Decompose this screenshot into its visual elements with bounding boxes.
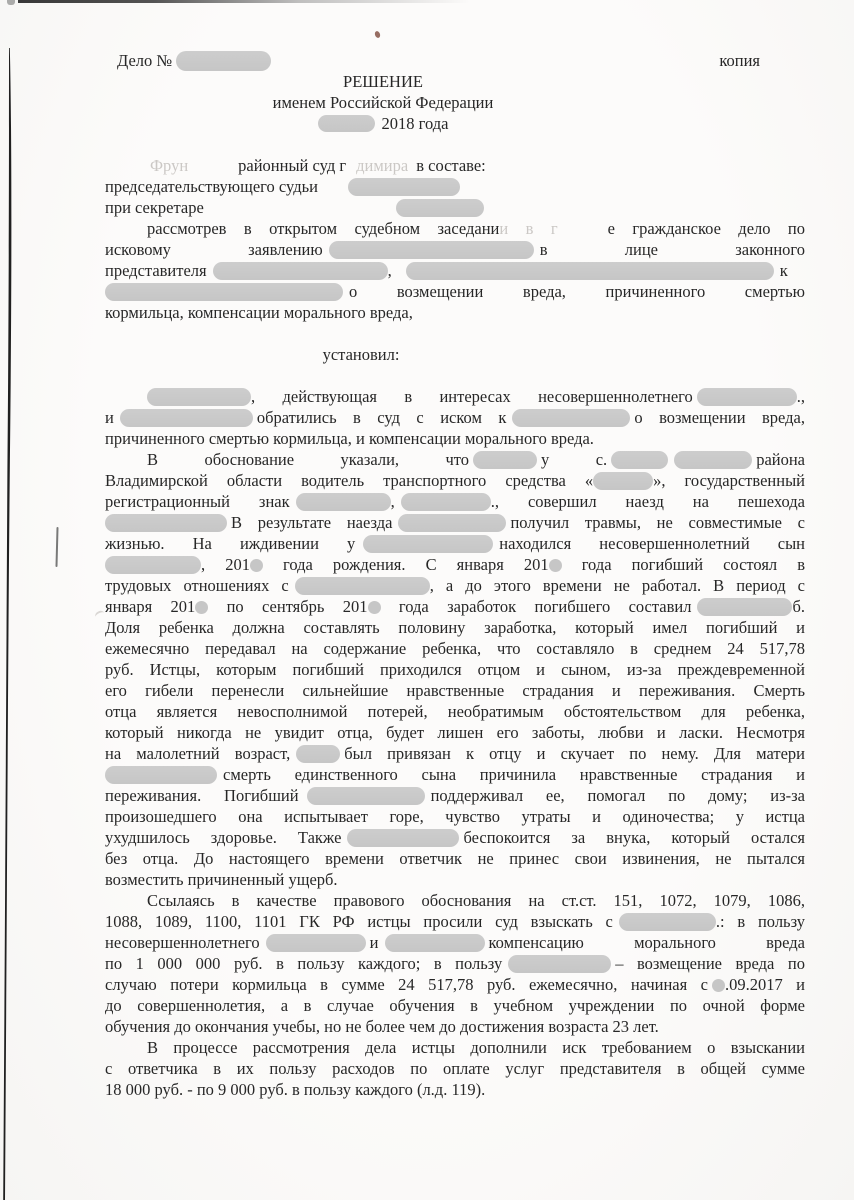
text-run: Ссылаясь в качестве правового обоснования на ст.ст. 151, 1072, 1079, 1086, <box>147 891 805 910</box>
text-run: с ответчика в их пользу расходов по оплате услуг представителя в общей сумме <box>105 1059 805 1078</box>
redaction-dot <box>368 601 381 614</box>
redaction-pill <box>363 535 493 553</box>
spacer <box>105 905 147 906</box>
text-run: В процессе рассмотрения дела истцы дополнили иск требованием о взыскании <box>147 1038 805 1057</box>
spacer <box>105 401 147 402</box>
spacer <box>607 464 611 465</box>
redaction-dot <box>250 559 263 572</box>
redaction-pill <box>385 934 485 952</box>
document-line <box>105 848 805 869</box>
case-number <box>117 50 271 71</box>
text-run: возместить причиненный ущерб. <box>105 870 338 889</box>
spacer <box>346 170 356 171</box>
copy-label: копия <box>719 51 760 70</box>
centered-line <box>105 344 617 365</box>
document-line <box>105 785 805 806</box>
document-line <box>105 176 805 197</box>
redaction-pill <box>406 262 774 280</box>
spacer <box>114 422 120 423</box>
document-line <box>105 743 805 764</box>
document-line <box>105 155 805 176</box>
text-run: о возмещении вреда, <box>634 408 805 427</box>
text-run: председательствующего судьи <box>105 177 318 196</box>
text-run: представителя <box>105 261 207 280</box>
scan-spine-line <box>0 0 16 1200</box>
text-run: компенсацию морального вреда <box>488 933 805 952</box>
spacer <box>188 170 238 171</box>
text-run: о возмещении вреда, причиненного смертью <box>349 282 805 301</box>
document-line <box>105 239 805 260</box>
spacer <box>392 275 406 276</box>
spacer <box>668 464 674 465</box>
redaction-pill <box>473 451 537 469</box>
text-run: ., совершил наезд на пешехода <box>490 492 805 511</box>
redaction-pill <box>318 115 375 132</box>
text-run: по сентябрь 201 <box>208 597 368 616</box>
redaction-pill <box>674 451 752 469</box>
decision-date-line <box>105 113 661 134</box>
redaction-pill <box>401 493 491 511</box>
spacer <box>708 989 712 990</box>
text-run: обратились в суд с иском к <box>256 408 507 427</box>
text-run: января 201 <box>105 597 196 616</box>
document-line <box>105 386 805 407</box>
redaction-pill <box>508 955 611 973</box>
redaction-pill <box>266 934 366 952</box>
document-line <box>105 197 805 218</box>
text-run: находился несовершеннолетний сын <box>499 534 805 553</box>
redaction-pill <box>398 514 506 532</box>
text-run: 18 000 руб. - по 9 000 руб. в пользу каждого (л.д. 119). <box>105 1080 486 1099</box>
redaction-dot <box>712 979 725 992</box>
document-line <box>105 974 805 995</box>
ghost-text: Фрун <box>150 156 189 175</box>
spacer <box>558 233 608 234</box>
text-run: исковому заявлению <box>105 240 323 259</box>
spacer <box>408 170 416 171</box>
spacer <box>105 1052 147 1053</box>
text-run: , <box>387 261 392 280</box>
document-line <box>105 470 805 491</box>
document-line <box>105 365 805 386</box>
text-run: по 1 000 000 руб. в пользу каждого; в пользу <box>105 954 503 973</box>
spacer <box>323 254 329 255</box>
text-run: , а до этого времени не работал. В период с <box>429 576 805 595</box>
text-run: его гибели перенесли сильнейшие нравственные страдания и переживания. Смерть <box>105 681 805 700</box>
text-run: получил травмы, не совместимые с <box>510 513 805 532</box>
redaction-pill <box>329 241 534 259</box>
document-line <box>105 701 805 722</box>
spacer <box>469 464 473 465</box>
redaction-pill <box>296 493 391 511</box>
spacer <box>693 401 697 402</box>
redaction-pill <box>213 262 388 280</box>
redaction-pill <box>147 388 251 406</box>
decision-heading <box>105 71 661 134</box>
text-run: рассмотрев в открытом судебном заседани <box>147 219 500 238</box>
document-line <box>105 764 805 785</box>
text-run: и <box>105 408 114 427</box>
text-run: , действующая в интересах несовершеннолетнего <box>251 387 693 406</box>
text-run: и <box>369 933 379 952</box>
document-line <box>105 638 805 659</box>
text-run: в лице законного <box>539 240 805 259</box>
document-line <box>105 932 805 953</box>
text-run: случаю потери кормильца в сумме 24 517,78 руб. ежемесячно, начиная с <box>105 975 708 994</box>
text-run: причиненного смертью кормильца, и компенсации морального вреда. <box>105 429 594 448</box>
redaction-pill <box>105 283 343 301</box>
redaction-pill <box>296 745 340 763</box>
document-line <box>105 575 805 596</box>
spacer <box>318 191 348 192</box>
text-run: е гражданское дело по <box>607 219 805 238</box>
text-run: , 201 <box>201 555 250 574</box>
text-run: был привязан к отцу и скучает по нему. Для матери <box>344 744 805 763</box>
document-line <box>105 491 805 512</box>
redaction-pill <box>120 409 253 427</box>
text-run: у с. <box>541 450 608 469</box>
text-run: отца является невосполнимой потерей, необратимым обстоятельством для ребенка, <box>105 702 805 721</box>
text-run: при секретаре <box>105 198 204 217</box>
document-line <box>105 1037 805 1058</box>
redaction-pill <box>593 472 653 490</box>
decision-title: РЕШЕНИЕ <box>343 72 423 91</box>
text-run: Доля ребенка должна составлять половину заработка, который имел погибший и <box>105 618 805 637</box>
decision-subtitle: именем Российской Федерации <box>272 93 494 112</box>
text-run: года погибший состоял в <box>561 555 805 574</box>
text-run: ., <box>796 387 805 406</box>
document-line <box>105 134 805 155</box>
spacer <box>105 233 147 234</box>
redaction-pill <box>347 829 459 847</box>
document-line <box>105 869 805 890</box>
scan-top-edge-artifact <box>18 0 470 3</box>
document-body <box>105 134 805 1100</box>
text-run: кормильца, компенсации морального вреда, <box>105 303 413 322</box>
spacer <box>105 170 150 171</box>
redaction-pill <box>105 514 227 532</box>
text-run: до совершеннолетия, а в случае обучения в учебном учреждении по очной форме <box>105 996 805 1015</box>
document-content <box>105 50 805 1100</box>
document-line <box>105 911 805 932</box>
text-run: без отца. До настоящего времени ответчик не принес свои извинения, не пытался <box>105 849 805 868</box>
document-line <box>105 533 805 554</box>
text-run: ухудшилось здоровье. Также <box>105 828 342 847</box>
redaction-pill <box>348 178 460 196</box>
text-run: несовершеннолетнего <box>105 933 260 952</box>
document-line <box>105 953 805 974</box>
text-run: произошедшего она испытывает горе, чувство утраты и одиночества; у истца <box>105 807 805 826</box>
spacer <box>105 464 147 465</box>
document-line <box>105 806 805 827</box>
redaction-pill <box>512 409 630 427</box>
redaction-pill <box>176 51 271 71</box>
spacer <box>299 800 307 801</box>
text-run: поддерживал ее, помогал по дому; из-за <box>430 786 805 805</box>
spacer <box>207 275 213 276</box>
spacer <box>613 926 619 927</box>
spacer <box>355 548 363 549</box>
spacer <box>290 506 296 507</box>
redaction-pill <box>105 556 201 574</box>
spacer <box>379 947 385 948</box>
text-run: 1088, 1089, 1100, 1101 ГК РФ истцы просили суд взыскать с <box>105 912 613 931</box>
document-line <box>105 323 805 344</box>
text-run: в составе: <box>416 156 486 175</box>
spacer <box>260 947 266 948</box>
document-line <box>105 218 805 239</box>
text-run: трудовых отношениях с <box>105 576 289 595</box>
text-run: года рождения. С января 201 <box>262 555 549 574</box>
redaction-pill <box>697 388 797 406</box>
spacer <box>204 212 396 213</box>
document-line <box>105 554 805 575</box>
text-run: .09.2017 и <box>724 975 805 994</box>
spacer <box>502 968 508 969</box>
document-line <box>105 407 805 428</box>
corner-nick-artifact <box>7 0 15 5</box>
document-line <box>105 428 805 449</box>
text-run: на малолетний возраст, <box>105 744 291 763</box>
document-line <box>105 1016 805 1037</box>
text-run: Владимирской области водитель транспортного средства « <box>105 471 594 490</box>
spacer <box>289 590 295 591</box>
text-run: В результате наезда <box>231 513 393 532</box>
spacer <box>341 842 347 843</box>
text-run: к <box>779 261 788 280</box>
text-run: – возмещение вреда по <box>615 954 805 973</box>
text-run: жизнью. На иждивении у <box>105 534 356 553</box>
redaction-pill <box>295 577 430 595</box>
spacer <box>506 422 512 423</box>
redaction-pill <box>105 766 217 784</box>
spacer <box>392 527 398 528</box>
pen-mark <box>55 527 58 567</box>
text-run: б. <box>792 597 805 616</box>
text-run: смерть единственного сына причинила нравственные страдания и <box>223 765 805 784</box>
case-number-label: Дело № <box>117 51 173 70</box>
text-run: В обоснование указали, что <box>147 450 470 469</box>
text-run: , <box>390 492 395 511</box>
document-line <box>105 659 805 680</box>
text-run: ежемесячно передавал на содержание ребенка, что составляло в среднем 24 517,78 <box>105 639 805 658</box>
spacer <box>691 611 697 612</box>
case-number-row <box>105 50 805 71</box>
ghost-text: димира <box>356 156 409 175</box>
ink-speck <box>374 30 381 38</box>
redaction-dot <box>195 601 208 614</box>
document-line <box>105 995 805 1016</box>
redaction-pill <box>396 199 484 217</box>
text-run: года заработок погибшего составил <box>380 597 692 616</box>
document-line <box>105 1058 805 1079</box>
decision-date-suffix: 2018 года <box>381 114 449 133</box>
text-run: переживания. Погибший <box>105 786 299 805</box>
text-run: .: в пользу <box>715 912 805 931</box>
document-line <box>105 260 805 281</box>
document-line <box>105 1079 805 1100</box>
document-line <box>105 449 805 470</box>
redaction-pill <box>611 451 668 469</box>
text-run: установил: <box>322 345 400 364</box>
ghost-text: и в г <box>499 219 558 238</box>
document-line <box>105 722 805 743</box>
text-run: который никогда не увидит отца, будет лишен его заботы, любви и ласки. Несмотря <box>105 723 805 742</box>
text-run: регистрационный знак <box>105 492 290 511</box>
text-run: руб. Истцы, которым погибший приходился отцом и сыном, из-за преждевременной <box>105 660 805 679</box>
document-line <box>105 281 805 302</box>
spacer <box>290 758 296 759</box>
document-line <box>105 344 805 365</box>
document-line <box>105 827 805 848</box>
document-line <box>105 512 805 533</box>
redaction-pill <box>697 598 792 616</box>
text-run: районный суд г <box>238 156 347 175</box>
document-line <box>105 596 805 617</box>
text-run: района <box>756 450 805 469</box>
text-run: обучения до окончания учебы, но не более чем до достижения возраста 23 лет. <box>105 1017 659 1036</box>
text-run: беспокоится за внука, который остался <box>463 828 805 847</box>
redaction-pill <box>619 913 716 931</box>
spacer <box>395 506 401 507</box>
document-line <box>105 680 805 701</box>
document-line <box>105 617 805 638</box>
redaction-dot <box>549 559 562 572</box>
document-line <box>105 302 805 323</box>
text-run: », государственный <box>653 471 805 490</box>
redaction-pill <box>307 787 425 805</box>
document-line <box>105 890 805 911</box>
